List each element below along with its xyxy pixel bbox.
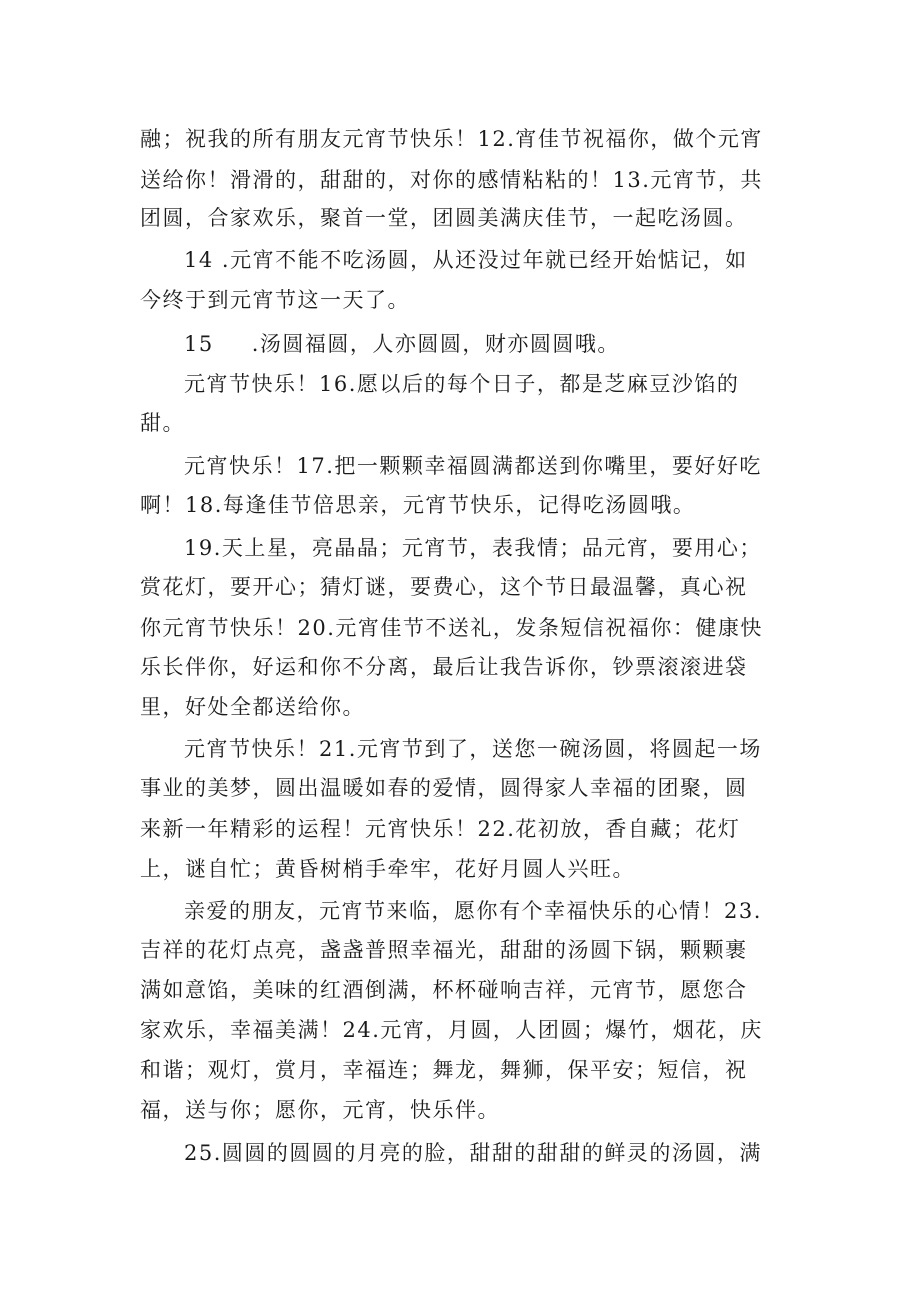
text-line: 融；祝我的所有朋友元宵节快乐！12.宵佳节祝福你，做个元宵 bbox=[140, 127, 763, 151]
text-line: 元宵节快乐！16.愿以后的每个日子，都是芝麻豆沙馅的 bbox=[184, 372, 740, 396]
text-line: 19.天上星，亮晶晶；元宵节，表我情；品元宵，要用心； bbox=[184, 536, 762, 560]
text-line: 福，送与你；愿你，元宵，快乐伴。 bbox=[140, 1098, 500, 1122]
text-line: 里，好处全都送给你。 bbox=[140, 695, 365, 719]
item-text: .汤圆福圆，人亦圆圆，财亦圆圆哦。 bbox=[251, 332, 620, 356]
item-number: 15 bbox=[184, 332, 214, 356]
text-line: 吉祥的花灯点亮，盏盏普照幸福光，甜甜的汤圆下锅，颗颗裹 bbox=[140, 938, 748, 962]
text-line: 25.圆圆的圆圆的月亮的脸，甜甜的甜甜的鲜灵的汤圆，满 bbox=[184, 1141, 762, 1165]
text-line: 送给你！滑滑的，甜甜的，对你的感情粘粘的！13.元宵节，共 bbox=[140, 168, 763, 192]
text-line: 啊！18.每逢佳节倍思亲，元宵节快乐，记得吃汤圆哦。 bbox=[140, 493, 696, 517]
text-line: 团圆，合家欢乐，聚首一堂，团圆美满庆佳节，一起吃汤圆。 bbox=[140, 206, 748, 230]
text-line: 甜。 bbox=[140, 411, 185, 435]
text-line: 元宵节快乐！21.元宵节到了，送您一碗汤圆，将圆起一场 bbox=[184, 737, 762, 761]
text-line: 你元宵节快乐！20.元宵佳节不送礼，发条短信祝福你：健康快 bbox=[140, 616, 763, 640]
text-line: 家欢乐，幸福美满！24.元宵，月圆，人团圆；爆竹，烟花，庆 bbox=[140, 1018, 763, 1042]
text-line: 事业的美梦，圆出温暖如春的爱情，圆得家人幸福的团聚，圆 bbox=[140, 776, 748, 800]
text-line: 和谐；观灯，赏月，幸福连；舞龙，舞狮，保平安；短信，祝 bbox=[140, 1058, 748, 1082]
numbered-line bbox=[184, 329, 620, 359]
text-line: 来新一年精彩的运程！元宵快乐！22.花初放，香自藏；花灯 bbox=[140, 817, 741, 841]
text-line: 满如意馅，美味的红酒倒满，杯杯碰响吉祥，元宵节，愿您合 bbox=[140, 978, 748, 1002]
text-line: 亲爱的朋友，元宵节来临，愿你有个幸福快乐的心情！23. bbox=[184, 899, 762, 923]
text-line: 元宵快乐！17.把一颗颗幸福圆满都送到你嘴里，要好好吃 bbox=[184, 454, 762, 478]
text-line: 上，谜自忙；黄昏树梢手牵牢，花好月圆人兴旺。 bbox=[140, 857, 635, 881]
text-line: 乐长伴你，好运和你不分离，最后让我告诉你，钞票滚滚进袋 bbox=[140, 655, 748, 679]
text-line: 赏花灯，要开心；猜灯谜，要费心，这个节日最温馨，真心祝 bbox=[140, 575, 748, 599]
text-line: 14 .元宵不能不吃汤圆，从还没过年就已经开始惦记，如 bbox=[184, 248, 748, 272]
text-line: 今终于到元宵节这一天了。 bbox=[140, 288, 410, 312]
